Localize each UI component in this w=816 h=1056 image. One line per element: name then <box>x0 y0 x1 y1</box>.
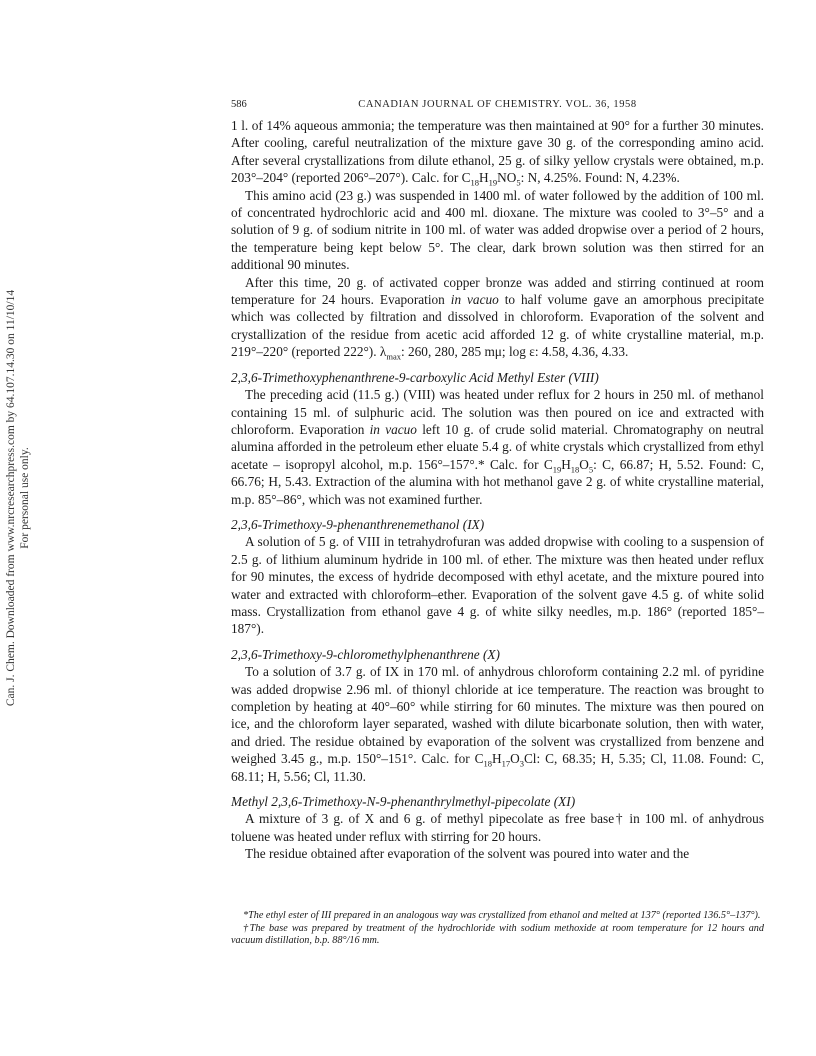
section-heading: Methyl 2,3,6-Trimethoxy-N-9-phenanthrylmethyl-pipecolate (XI) <box>231 794 576 810</box>
section-heading: 2,3,6-Trimethoxyphenanthrene-9-carboxylic Acid Methyl Ester (VIII) <box>231 369 599 385</box>
download-watermark <box>4 288 44 708</box>
paragraph: This amino acid (23 g.) was suspended in 1400 ml. of water followed by the addition of 100 ml. of concentrated hydrochloric acid and 400 ml. dioxane. The mixture was cooled to 3°–5° and a solution of 9 g. of sodium nitrite in 100 ml. of water was added dropwise over a period of 2 hours, the temperature being kept below 5°. The clear, dark brown solution was then stirred for an additional 90 minutes. <box>231 187 764 273</box>
footnote: †The base was prepared by treatment of the hydrochloride with sodium methoxide at room temperature for 12 hours and vacuum distillation, b.p. 88°/16 mm. <box>231 922 764 946</box>
running-header <box>231 99 764 113</box>
download-notice: Can. J. Chem. Downloaded from www.nrcresearchpress.com by 64.107.14.30 on 11/10/14 <box>5 289 17 707</box>
paragraph: The residue obtained after evaporation of the solvent was poured into water and the <box>245 846 690 862</box>
paragraph: A solution of 5 g. of VIII in tetrahydrofuran was added dropwise with cooling to a suspension of 2.5 g. of lithium aluminum hydride in 100 ml. of ether. The mixture was then heated under reflux for 90 minutes, the excess of hydride decomposed with ethyl acetate, and the mixture poured into water and extracted with chloroform–ether. Evaporation of the solvent gave 4.5 g. of white solid mass. Crystallization from ethanol gave 4 g. of white silky needles, m.p. 186° (reported 185°–187°). <box>231 534 764 637</box>
section-heading: 2,3,6-Trimethoxy-9-phenanthrenemethanol (IX) <box>231 516 485 532</box>
page-number: 586 <box>231 99 247 110</box>
article-body <box>231 117 764 863</box>
paragraph: The preceding acid (11.5 g.) (VIII) was heated under reflux for 2 hours in 250 ml. of methanol containing 15 ml. of sulphuric acid. The solution was then poured on ice and extracted with chloroform. Evaporation in vacuo left 10 g. of crude solid material. Chromatography on neutral alumina afforded in the petroleum ether eluate 5.4 g. of white crystals which crystallized from ethyl acetate – isopropyl alcohol, m.p. 156°–157°.* Calc. for $C_{19}H_{18}O_5$: C, 66.87; H, 5.52. Found: C, 66.76; H, 5.43. Extraction of the alumina with hot methanol gave 2 g. of white crystalline material, m.p. 85°–86°, which was not examined further. <box>231 387 764 507</box>
paragraph: After this time, 20 g. of activated copper bronze was added and stirring continued at room temperature for 24 hours. Evaporation in vacuo to half volume gave an amorphous precipitate which was collected by filtration and dissolved in chloroform. Evaporation of the solvent and crystallization of the residue from acetic acid afforded 12 g. of white crystalline material, m.p. 219°–220° (reported 222°). $\lambda_{max}$: 260, 280, 285 mμ; log ε: 4.58, 4.36, 4.33. <box>231 274 764 362</box>
paragraph: To a solution of 3.7 g. of IX in 170 ml. of anhydrous chloroform containing 2.2 ml. of pyridine was added dropwise 2.96 ml. of thionyl chloride at ice temperature. The reaction was brought to completion by heating at 40°–60° while stirring for 60 minutes. The mixture was then poured on ice, and the chloroform layer separated, washed with dilute bicarbonate solution, then with water, and dried. The residue obtained by evaporation of the solvent was crystallized from benzene and weighed 3.45 g., m.p. 150°–151°. Calc. for $C_{18}H_{17}O_3Cl$: C, 68.35; H, 5.35; Cl, 11.08. Found: C, 68.11; H, 5.56; Cl, 11.30. <box>231 664 764 784</box>
paragraph: 1 l. of 14% aqueous ammonia; the temperature was then maintained at 90° for a further 30 minutes. After cooling, careful neutralization of the mixture gave 30 g. of the corresponding amino acid. After several crystallizations from dilute ethanol, 25 g. of silky yellow crystals were obtained, m.p. 203°–204° (reported 206°–207°). Calc. for $C_{18}H_{19}NO_5$: N, 4.25%. Found: N, 4.23%. <box>231 118 764 188</box>
section-heading: 2,3,6-Trimethoxy-9-chloromethylphenanthrene (X) <box>231 646 500 662</box>
paragraph: A mixture of 3 g. of X and 6 g. of methyl pipecolate as free base† in 100 ml. of anhydrous toluene was heated under reflux with stirring for 20 hours. <box>231 811 764 844</box>
personal-use-notice: For personal use only. <box>19 447 31 549</box>
footnotes <box>231 910 764 948</box>
footnote: *The ethyl ester of III prepared in an analogous way was crystallized from ethanol and melted at 137° (reported 136.5°–137°). <box>243 910 761 921</box>
journal-title: CANADIAN JOURNAL OF CHEMISTRY. VOL. 36, 1958 <box>358 99 637 110</box>
